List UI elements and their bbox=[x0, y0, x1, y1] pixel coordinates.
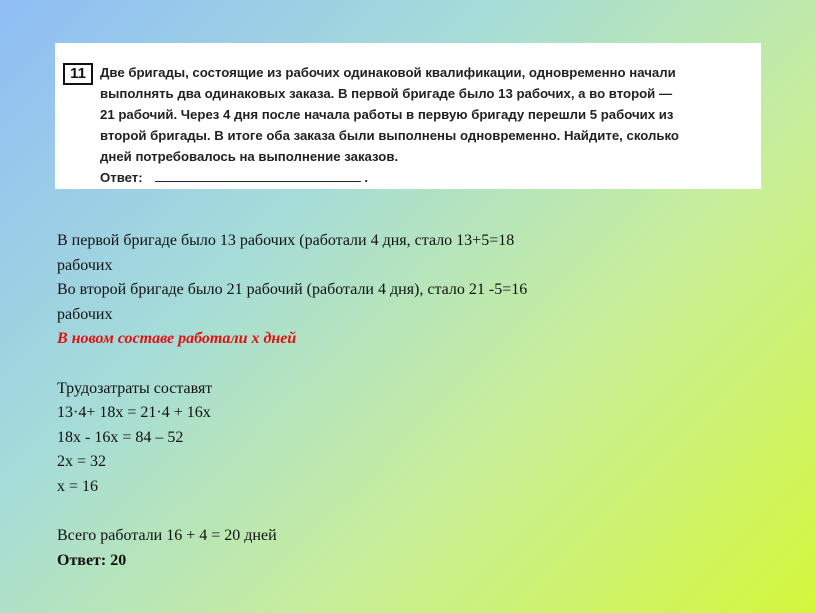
answer-label: Ответ: bbox=[100, 170, 143, 185]
equation-3: 2x = 32 bbox=[57, 453, 107, 471]
answer-blank-line bbox=[155, 169, 361, 182]
solution-text bbox=[57, 229, 757, 573]
solution-line-first-brigade-cont: рабочих bbox=[57, 256, 113, 274]
task-line: Две бригады, состоящие из рабочих одинаковой квалификации, одновременно начали bbox=[100, 65, 676, 80]
task-line: выполнять два одинаковых заказа. В первой бригаде было 13 рабочих, а во второй — bbox=[100, 86, 673, 101]
task-number: 11 bbox=[63, 63, 93, 85]
final-answer: Ответ: 20 bbox=[57, 551, 127, 569]
solution-highlight: В новом составе работали x дней bbox=[57, 330, 297, 348]
solution-line-second-brigade: Во второй бригаде было 21 рабочий (работали 4 дня), стало 21 -5=16 bbox=[57, 281, 528, 299]
task-line: 21 рабочий. Через 4 дня после начала работы в первую бригаду перешли 5 рабочих из bbox=[100, 107, 674, 122]
equation-4: x = 16 bbox=[57, 477, 99, 495]
equation-1: 13·4+ 18x = 21·4 + 16x bbox=[57, 404, 211, 422]
labor-title: Трудозатраты составят bbox=[57, 379, 213, 397]
answer-field-row bbox=[100, 169, 368, 185]
solution-line-second-brigade-cont: рабочих bbox=[57, 305, 113, 323]
blank-line bbox=[57, 500, 757, 525]
total-days: Всего работали 16 + 4 = 20 дней bbox=[57, 527, 277, 545]
task-line: дней потребовалось на выполнение заказов. bbox=[100, 149, 399, 164]
answer-dot: . bbox=[364, 170, 369, 185]
task-statement bbox=[100, 62, 756, 167]
solution-line-first-brigade: В первой бригаде было 13 рабочих (работали 4 дня, стало 13+5=18 bbox=[57, 232, 515, 249]
task-line: второй бригады. В итоге оба заказа были выполнены одновременно. Найдите, сколько bbox=[100, 128, 679, 143]
task-card bbox=[55, 43, 761, 189]
equation-2: 18x - 16x = 84 – 52 bbox=[57, 428, 184, 446]
blank-line bbox=[57, 352, 757, 377]
